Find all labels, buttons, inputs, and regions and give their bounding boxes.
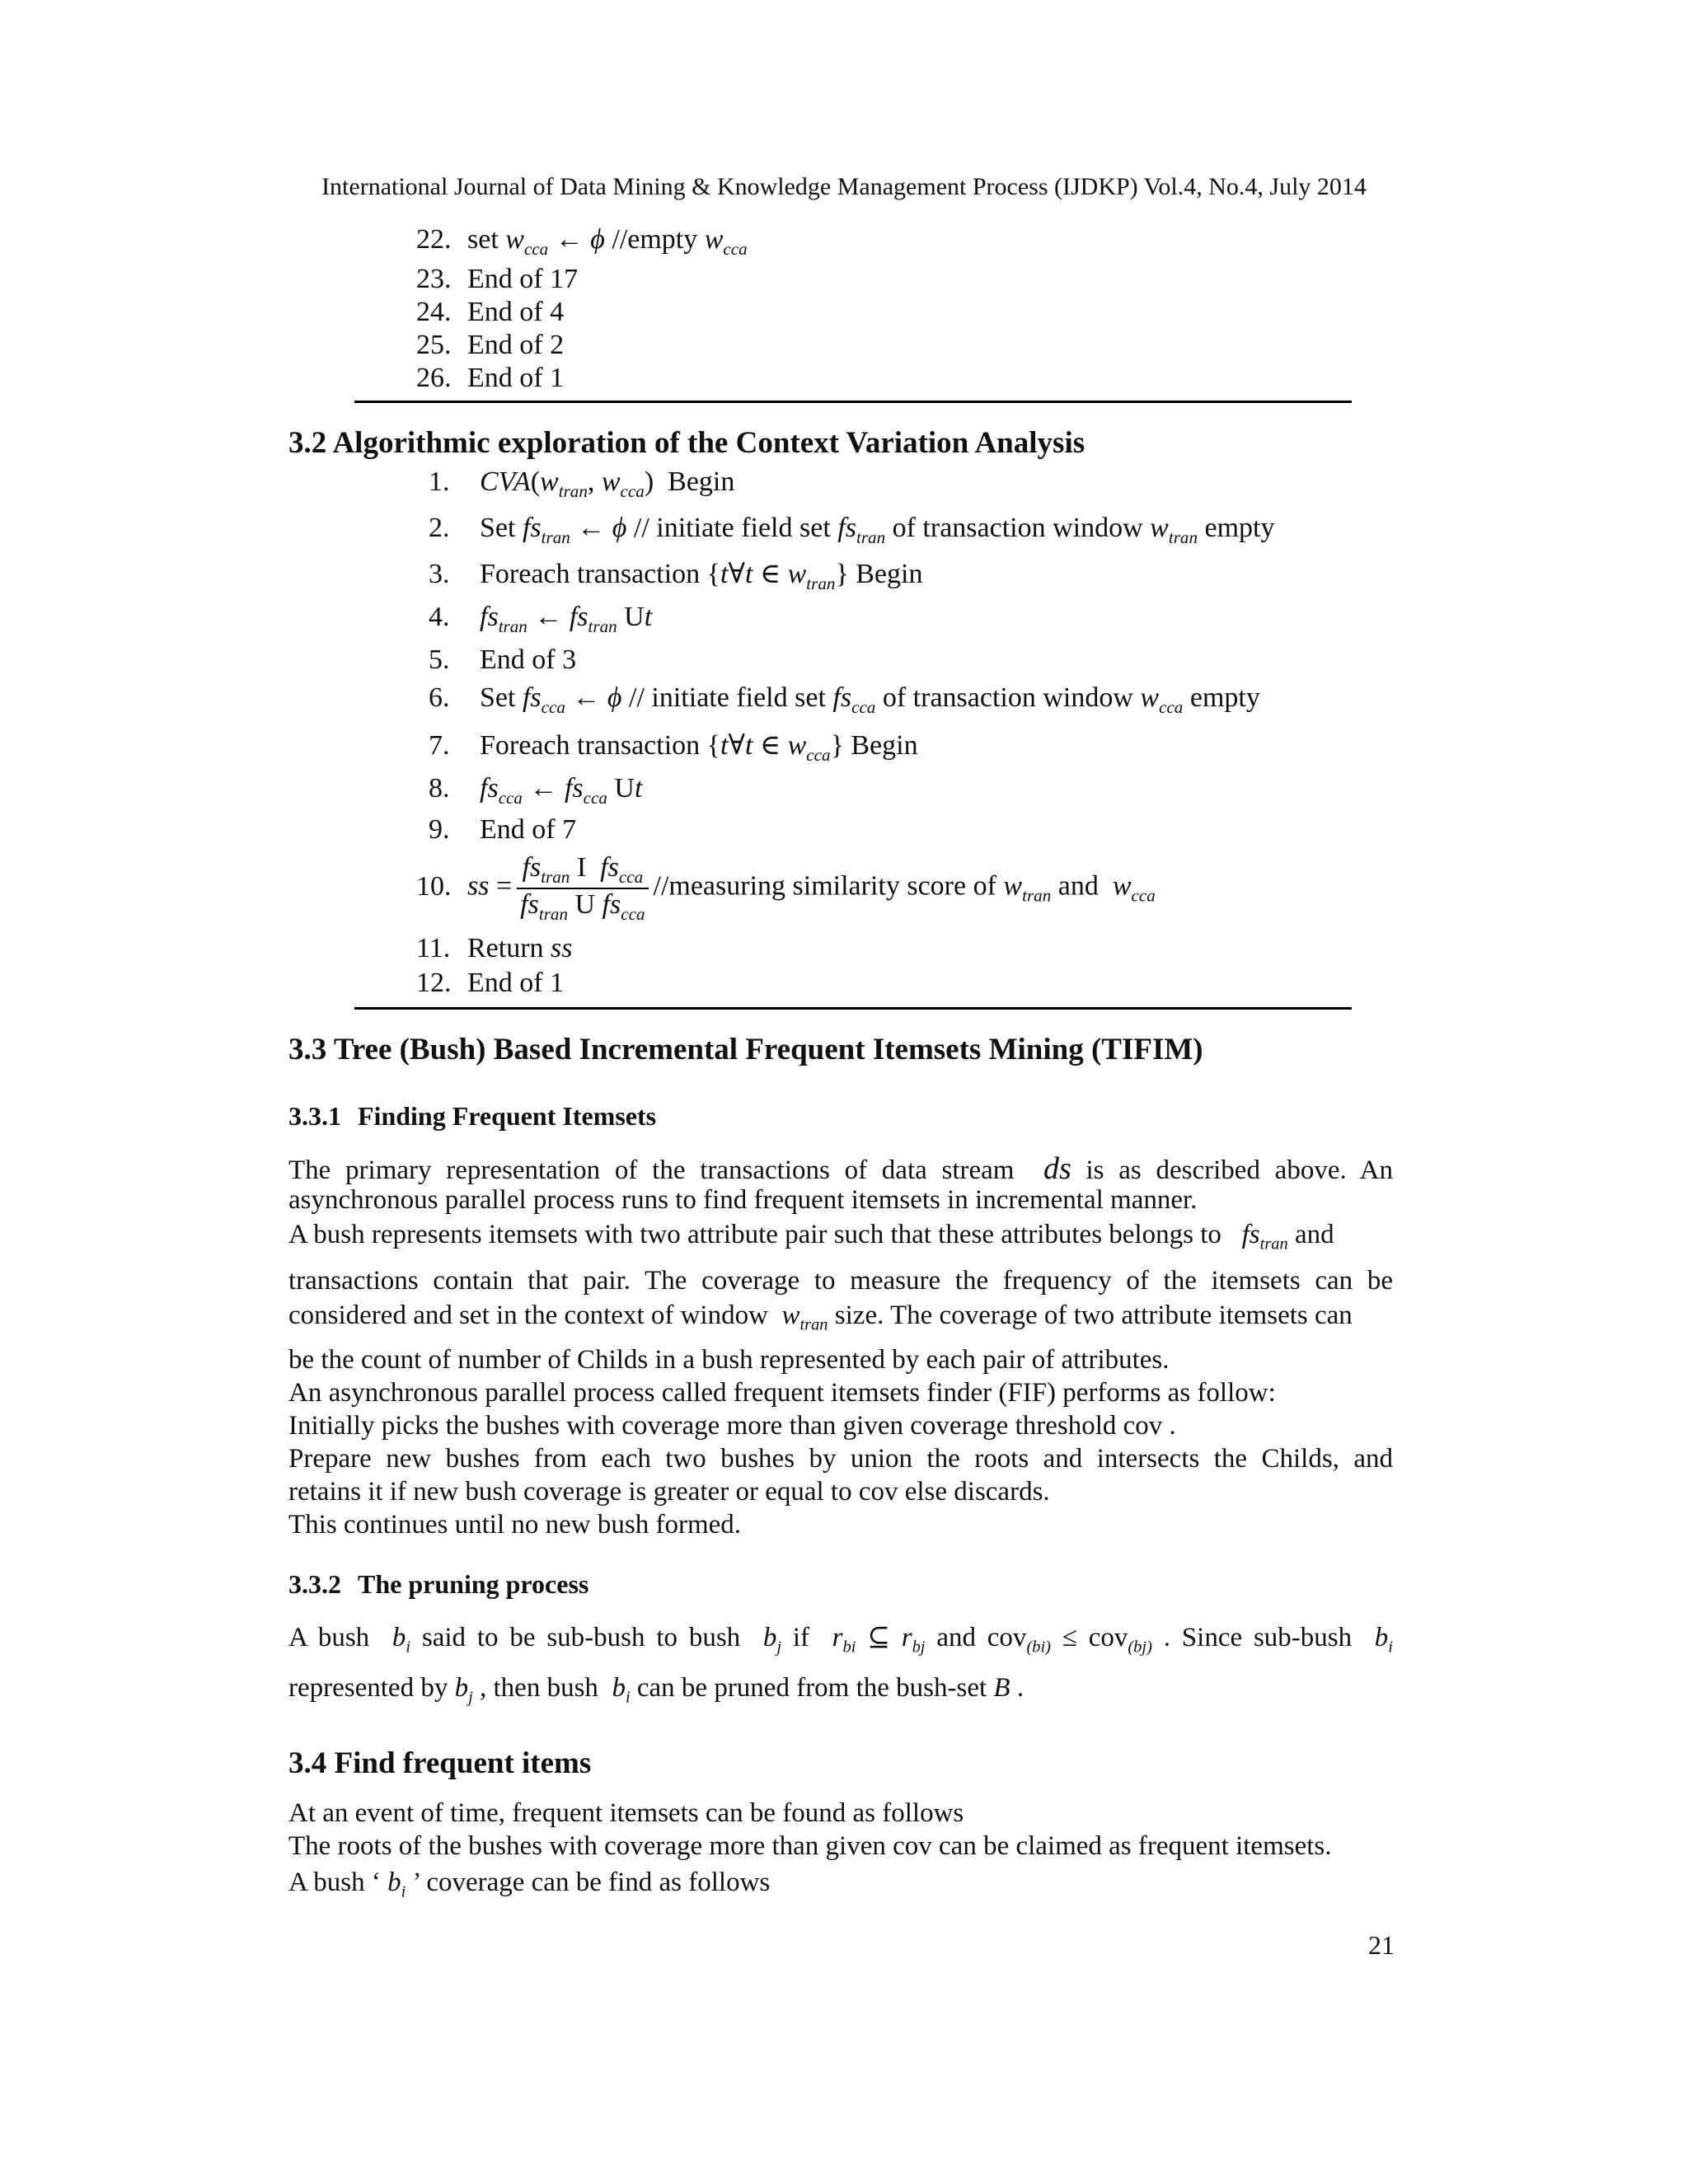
- algo-line-23: 23. End of 17: [416, 264, 579, 294]
- subsection-3-3-1-title: 3.3.1 Finding Frequent Itemsets: [288, 1101, 657, 1131]
- algo-line-22: 22. set $w_{cca}$ ← ϕ //empty $w_{cca}$: [416, 224, 748, 259]
- section-3-3-title: 3.3 Tree (Bush) Based Incremental Frequent Itemsets Mining (TIFIM): [288, 1033, 1203, 1066]
- cva-line-11: 11. Return ss: [416, 933, 573, 963]
- cva-line-12: 12. End of 1: [416, 968, 565, 998]
- para-3-3-1-line-4: transactions contain that pair. The coverage to measure the frequency of the itemsets can be: [288, 1266, 1393, 1296]
- algo-line-24: 24. End of 4: [416, 297, 565, 327]
- journal-header: International Journal of Data Mining & Knowledge Management Process (IJDKP) Vol.4, No.4, July 2014: [321, 173, 1367, 200]
- para-3-3-2-line-1: A bush $b_i$ said to be sub-bush to bush $b_j$ if $r_{bi}$ ⊆ $r_{bj}$ and cov$_{(bi)}$ ≤ cov$_{(bj)}$ . Since sub-bush $b_i$: [288, 1623, 1393, 1657]
- para-3-3-2-line-2: represented by $b_j$ , then bush $b_i$ can be pruned from the bush-set B .: [288, 1673, 1025, 1707]
- cva-line-6: 6. Set $fs_{cca}$ ← ϕ // initiate field set $fs_{cca}$ of transaction window $w_{cca}$ empty: [429, 682, 1260, 717]
- para-3-3-1-line-8: Initially picks the bushes with coverage more than given coverage threshold cov .: [288, 1411, 1176, 1441]
- para-3-3-1-line-7: An asynchronous parallel process called frequent itemsets finder (FIF) performs as follow:: [288, 1378, 1276, 1408]
- cva-line-8: 8. $fs_{cca}$ ← $fs_{cca}$ Ut: [429, 773, 643, 808]
- para-3-3-1-line-5: considered and set in the context of window $w_{tran}$ size. The coverage of two attribute itemsets can: [288, 1301, 1353, 1334]
- cva-line-10: 10. ss = $\frac{fs_{tran} I fs_{cca}}{fs_{tran} U fs_{cca}}$ //measuring similarity score of $w_{tran}$ and $w_{cca}$: [416, 852, 1156, 924]
- cva-line-1: 1. $CVA(w_{tran}$, $w_{cca}$) Begin: [429, 466, 735, 501]
- cva-line-4: 4. $fs_{tran}$ ← $fs_{tran}$ Ut: [429, 602, 653, 636]
- page-number: 21: [1368, 1930, 1395, 1960]
- para-3-4-line-1: At an event of time, frequent itemsets can be found as follows: [288, 1798, 964, 1828]
- algorithm-rule-top: [354, 401, 1352, 403]
- subsection-3-3-2-title: 3.3.2 The pruning process: [288, 1569, 589, 1599]
- algorithm-rule-bottom: [354, 1007, 1352, 1010]
- para-3-3-1-line-2: asynchronous parallel process runs to find frequent itemsets in incremental manner.: [288, 1185, 1198, 1215]
- para-3-4-line-3: A bush ‘ $b_i$ ’ coverage can be find as follows: [288, 1868, 771, 1901]
- section-3-4-title: 3.4 Find frequent items: [288, 1746, 592, 1780]
- para-3-4-line-2: The roots of the bushes with coverage more than given cov can be claimed as frequent itemsets.: [288, 1831, 1332, 1861]
- cva-line-9: 9. End of 7: [429, 814, 577, 845]
- section-3-2-title: 3.2 Algorithmic exploration of the Context Variation Analysis: [288, 426, 1085, 460]
- para-3-3-1-line-3: A bush represents itemsets with two attribute pair such that these attributes belongs to $fs_{tran}$ and: [288, 1220, 1334, 1254]
- cva-line-5: 5. End of 3: [429, 644, 577, 675]
- para-3-3-1-line-11: This continues until no new bush formed.: [288, 1510, 742, 1540]
- para-3-3-1-line-6: be the count of number of Childs in a bush represented by each pair of attributes.: [288, 1345, 1170, 1375]
- para-3-3-1-line-1: The primary representation of the transactions of data stream ds is as described above. An: [288, 1151, 1393, 1186]
- para-3-3-1-line-10: retains it if new bush coverage is greater or equal to cov else discards.: [288, 1477, 1050, 1507]
- cva-line-2: 2. Set $fs_{tran}$ ← ϕ // initiate field set $fs_{tran}$ of transaction window $w_{tran}$ empty: [429, 513, 1275, 547]
- cva-line-3: 3. Foreach transaction {t∀t ∈ $w_{tran}$} Begin: [429, 559, 923, 593]
- algo-line-25: 25. End of 2: [416, 330, 565, 360]
- algo-line-26: 26. End of 1: [416, 363, 565, 393]
- similarity-fraction: $\frac{fs_{tran} I fs_{cca}}{fs_{tran} U fs_{cca}}$: [517, 852, 648, 925]
- cva-line-7: 7. Foreach transaction {t∀t ∈ $w_{cca}$} Begin: [429, 730, 918, 765]
- para-3-3-1-line-9: Prepare new bushes from each two bushes by union the roots and intersects the Childs, and: [288, 1444, 1393, 1474]
